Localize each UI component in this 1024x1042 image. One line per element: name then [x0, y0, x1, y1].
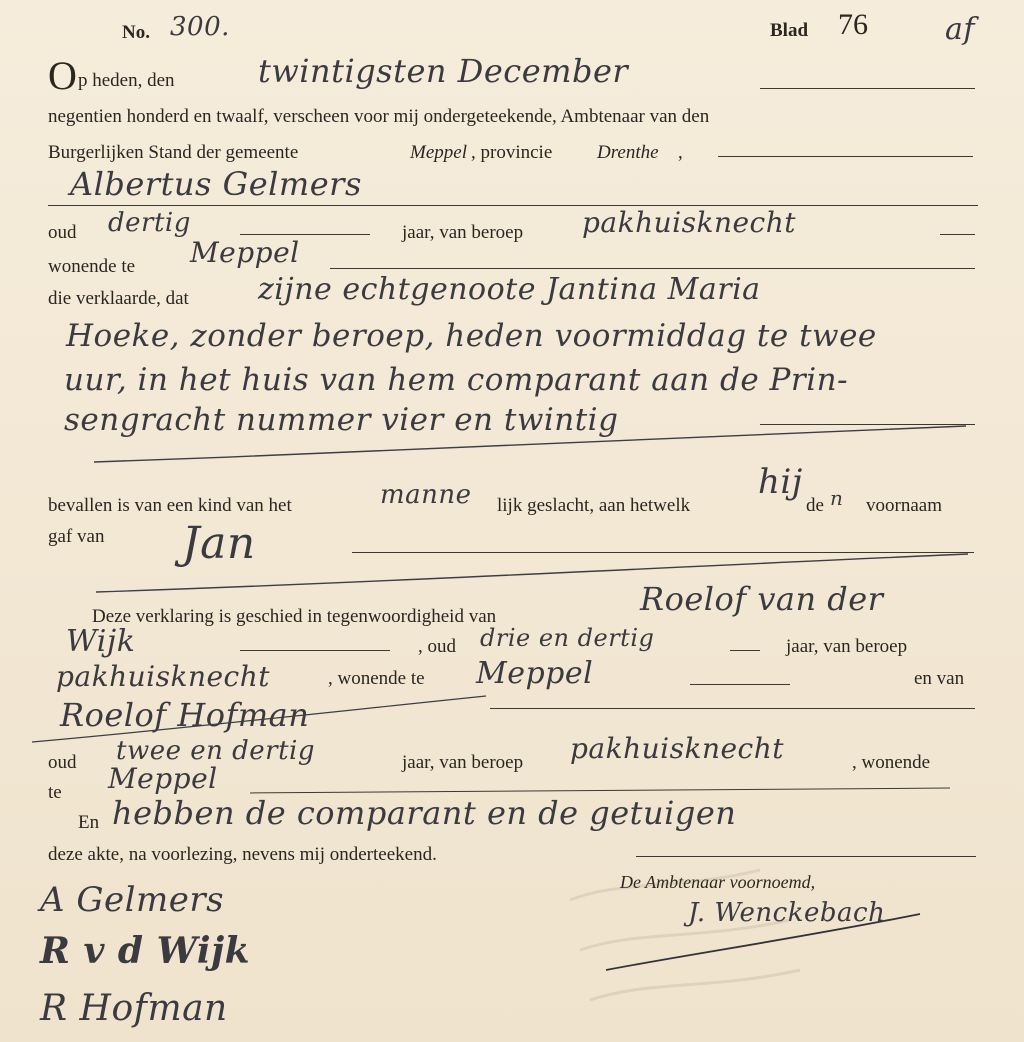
getuige1-woonplaats: Meppel: [476, 656, 594, 691]
op-heden-label: p heden, den: [78, 70, 175, 91]
rule: [240, 234, 370, 235]
number-label: No.: [122, 22, 150, 43]
rule: [48, 205, 978, 206]
blad-value: 76: [838, 8, 868, 41]
oud-label: oud: [48, 222, 77, 243]
gemeente-label: Burgerlijken Stand der gemeente: [48, 142, 299, 163]
comparant-age: dertig: [108, 208, 191, 238]
rule: [760, 88, 975, 89]
verklaarde-label: die verklaarde, dat: [48, 288, 189, 309]
getuige2-woonplaats: Meppel: [108, 762, 218, 795]
signature-van-der-wijk: R v d Wijk: [40, 930, 251, 972]
getuige2-beroep: pakhuisknecht: [570, 732, 785, 765]
provincie-value: Drenthe: [597, 142, 659, 163]
verklaring-label: Deze verklaring is geschied in tegenwoordigheid van: [92, 606, 497, 627]
blad-label: Blad: [770, 20, 809, 41]
date-value: twintigsten December: [258, 52, 629, 90]
statement-line-1: zijne echtgenoote Jantina Maria: [258, 272, 761, 307]
comparant-woonplaats: Meppel: [190, 236, 300, 269]
rule: [250, 788, 950, 794]
geslacht-label: lijk geslacht, aan hetwelk: [497, 495, 691, 516]
en-label: En: [78, 812, 100, 833]
signature-ambtenaar: J. Wenckebach: [688, 898, 886, 928]
getuige2-age: twee en dertig: [116, 736, 316, 766]
corner-mark: af: [945, 12, 975, 47]
rule: [940, 234, 975, 235]
getuige1-beroep: pakhuisknecht: [56, 660, 271, 693]
pronoun-value: hij: [758, 462, 803, 502]
getuige1-age: drie en dertig: [480, 624, 655, 652]
jaar-beroep-label-2: jaar, van beroep: [786, 636, 908, 657]
statement-line-4: sengracht nummer vier en twintig: [64, 402, 619, 438]
signature-gelmers: A Gelmers: [40, 880, 225, 920]
signature-hofman: R Hofman: [40, 988, 228, 1029]
geslacht-value: manne: [380, 480, 472, 510]
getuige1-name-b: Wijk: [66, 624, 136, 659]
getuige2-name: Roelof Hofman: [60, 696, 310, 734]
getuige1-name-a: Roelof van der: [640, 580, 884, 618]
child-name: Jan: [182, 518, 256, 569]
wonende-label: , wonende: [852, 752, 931, 773]
jaar-beroep-label: jaar, van beroep: [402, 222, 524, 243]
comparant-name: Albertus Gelmers: [70, 165, 362, 203]
oud-label-3: oud: [48, 752, 77, 773]
initial-letter: O: [48, 53, 77, 98]
rule: [730, 650, 760, 651]
closing-text: deze akte, na voorlezing, nevens mij onderteekend.: [48, 844, 437, 865]
rule: [490, 708, 975, 709]
bevallen-label: bevallen is van een kind van het: [48, 495, 292, 516]
closing-handwritten: hebben de comparant en de getuigen: [112, 794, 737, 832]
rule: [330, 268, 975, 269]
fill-stroke: [90, 422, 970, 468]
statement-line-3: uur, in het huis van hem comparant aan de Prin-: [64, 362, 849, 398]
jaar-beroep-label-3: jaar, van beroep: [402, 752, 524, 773]
voornaam-label: voornaam: [866, 495, 942, 516]
wonende-te-label: wonende te: [48, 256, 136, 277]
wonende-te-label-2: , wonende te: [328, 668, 425, 689]
comma: ,: [678, 142, 683, 163]
rule: [240, 650, 390, 651]
en-van-label: en van: [914, 668, 965, 689]
ambtenaar-label: De Ambtenaar voornoemd,: [620, 872, 816, 892]
te-label: te: [48, 782, 62, 803]
number-value: 300.: [170, 12, 230, 42]
comparant-beroep: pakhuisknecht: [582, 206, 797, 239]
gaf-van-label: gaf van: [48, 526, 105, 547]
de-label: de: [806, 495, 824, 516]
rule: [718, 156, 973, 157]
bleed-through: [560, 840, 820, 1040]
statement-line-2: Hoeke, zonder beroep, heden voormiddag te twee: [66, 318, 877, 354]
verscheen-text: negentien honderd en twaalf, verscheen voor mij ondergeteekende, Ambtenaar van den: [48, 106, 710, 127]
voornamen-n: n: [830, 486, 844, 510]
gemeente-value: Meppel: [410, 142, 467, 163]
oud-label-2: , oud: [418, 636, 456, 657]
provincie-label: , provincie: [471, 142, 553, 163]
rule: [690, 684, 790, 685]
